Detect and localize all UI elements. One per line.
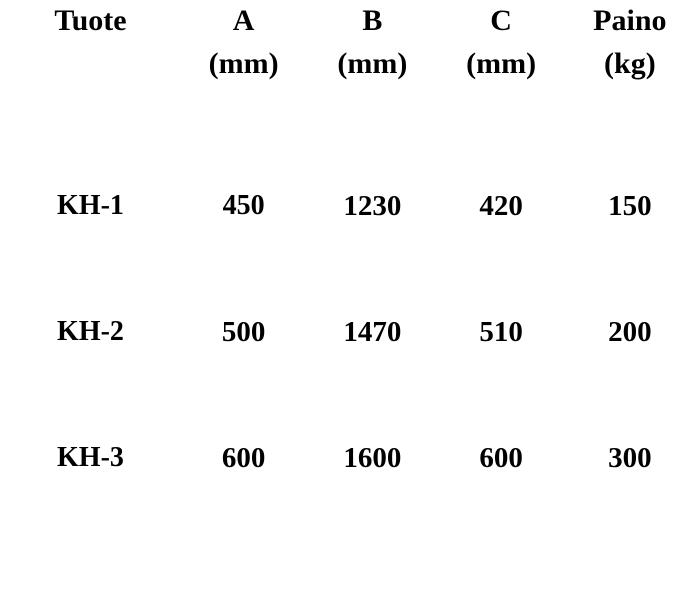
column-header-b-unit: (mm) (337, 46, 408, 80)
table-row (0, 85, 696, 269)
column-header-c-unit: (mm) (466, 46, 537, 80)
column-header-c-name: C (490, 4, 512, 37)
cell-b: 1600 (343, 441, 402, 474)
cell-c: 510 (479, 315, 523, 348)
cell-a: 450 (222, 190, 265, 222)
column-header-a-unit: (mm) (208, 46, 279, 80)
cell-product: KH-3 (57, 442, 124, 474)
cell-b: 1470 (343, 315, 402, 348)
column-header-b (306, 0, 438, 85)
column-header-product-name: Tuote (54, 4, 127, 37)
column-header-weight-unit: (kg) (604, 46, 656, 80)
column-header-b-name: B (362, 4, 383, 37)
column-header-product (0, 0, 181, 85)
table-header-row (0, 0, 696, 85)
column-header-weight (564, 0, 696, 85)
column-header-c (438, 0, 563, 85)
cell-b: 1230 (343, 189, 402, 222)
cell-weight: 200 (608, 315, 652, 348)
table-row (0, 395, 696, 521)
column-header-a (181, 0, 306, 85)
cell-weight: 300 (608, 441, 652, 474)
cell-product: KH-1 (57, 190, 124, 222)
table-body (0, 85, 696, 521)
cell-weight: 150 (608, 189, 652, 222)
cell-product: KH-2 (57, 316, 124, 348)
table-row (0, 269, 696, 395)
cell-a: 600 (221, 441, 266, 474)
column-header-a-name: A (232, 4, 255, 37)
cell-c: 420 (479, 189, 523, 222)
cell-a: 500 (221, 315, 266, 348)
cell-c: 600 (479, 441, 523, 474)
column-header-weight-name: Paino (593, 4, 667, 37)
table-header (0, 0, 696, 85)
